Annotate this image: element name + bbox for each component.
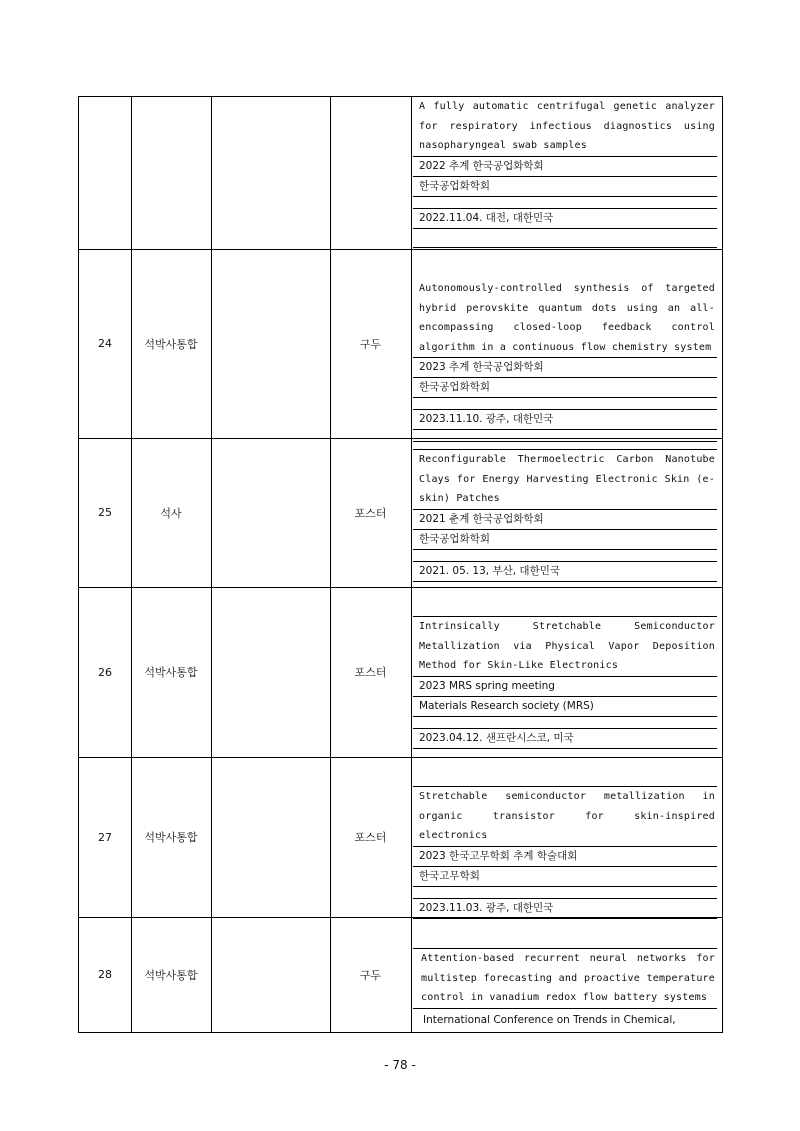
degree-program: 석사 xyxy=(160,506,182,520)
degree-program: 석박사통합 xyxy=(144,968,198,982)
row-number: 28 xyxy=(98,968,112,981)
page-number: - 78 - xyxy=(384,1058,416,1072)
blank-line xyxy=(413,587,717,617)
blank-line xyxy=(413,229,717,248)
date-place: 2022.11.04. 대전, 대한민국 xyxy=(413,209,717,229)
blank-line xyxy=(413,438,717,450)
row-number: 27 xyxy=(98,830,112,844)
blank-line xyxy=(413,249,717,279)
entry-details xyxy=(413,438,717,582)
conference-name: 2022 추계 한국공업화학회 xyxy=(413,157,717,177)
paper-title: A fully automatic centrifugal genetic analyzer for respiratory infectious diagnostics using nasopharyngeal swab samples xyxy=(413,97,717,157)
row-number: 25 xyxy=(98,506,112,519)
achievement-table xyxy=(78,96,723,1033)
paper-title: Reconfigurable Thermoelectric Carbon Nanotube Clays for Energy Harvesting Electronic Skin (e-skin) Patches xyxy=(413,450,717,510)
entry-details xyxy=(413,917,717,1030)
blank-line xyxy=(413,717,717,729)
entry-details xyxy=(413,757,717,919)
row-number: 24 xyxy=(98,337,112,350)
conference-name: International Conference on Trends in Chemical, xyxy=(423,1013,676,1026)
date-place: 2021. 05. 13, 부산, 대한민국 xyxy=(413,562,717,582)
presentation-type: 구두 xyxy=(359,337,382,351)
entry-details xyxy=(413,587,717,749)
paper-title: Attention-based recurrent neural networks for multistep forecasting and proactive temperature control in vanadium redox flow battery systems xyxy=(413,949,717,1009)
blank-line xyxy=(413,398,717,410)
column-divider xyxy=(411,97,412,1032)
presentation-type: 구두 xyxy=(359,968,382,982)
presentation-type: 포스터 xyxy=(354,666,387,679)
entry-details xyxy=(413,249,717,442)
presentation-type: 포스터 xyxy=(354,831,387,844)
blank-line xyxy=(413,887,717,899)
conference-name: 2023 MRS spring meeting xyxy=(413,677,717,697)
date-place: 2023.11.10. 광주, 대한민국 xyxy=(413,410,717,430)
conference-name: 2021 춘계 한국공업화학회 xyxy=(413,510,717,530)
row-number: 26 xyxy=(98,665,112,679)
presentation-type: 포스터 xyxy=(354,506,387,520)
date-place: 2023.11.03. 광주, 대한민국 xyxy=(413,899,717,919)
organizer: 한국공업화학회 xyxy=(413,378,717,398)
degree-program: 석박사통합 xyxy=(144,666,198,679)
degree-program: 석박사통합 xyxy=(144,337,198,351)
conference-name: 2023 한국고무학회 추계 학술대회 xyxy=(413,847,717,867)
entry-details xyxy=(413,97,717,248)
organizer: Materials Research society (MRS) xyxy=(413,697,717,717)
organizer: 한국공업화학회 xyxy=(413,177,717,197)
paper-title: Stretchable semiconductor metallization in organic transistor for skin-inspired electronics xyxy=(413,787,717,847)
organizer: 한국고무학회 xyxy=(413,867,717,887)
conference-name: 2023 추계 한국공업화학회 xyxy=(413,358,717,378)
degree-program: 석박사통합 xyxy=(144,831,198,844)
blank-line xyxy=(413,757,717,787)
column-divider xyxy=(211,97,212,1032)
blank-line xyxy=(413,197,717,209)
paper-title: Autonomously-controlled synthesis of targeted hybrid perovskite quantum dots using an all-encompassing closed-loop feedback control algorithm in a continuous flow chemistry system xyxy=(413,279,717,358)
blank-line xyxy=(413,917,717,949)
organizer: 한국공업화학회 xyxy=(413,530,717,550)
blank-line xyxy=(413,550,717,562)
date-place: 2023.04.12. 샌프란시스코, 미국 xyxy=(413,729,717,749)
paper-title: Intrinsically Stretchable Semiconductor Metallization via Physical Vapor Deposition Method for Skin-Like Electronics xyxy=(413,617,717,677)
